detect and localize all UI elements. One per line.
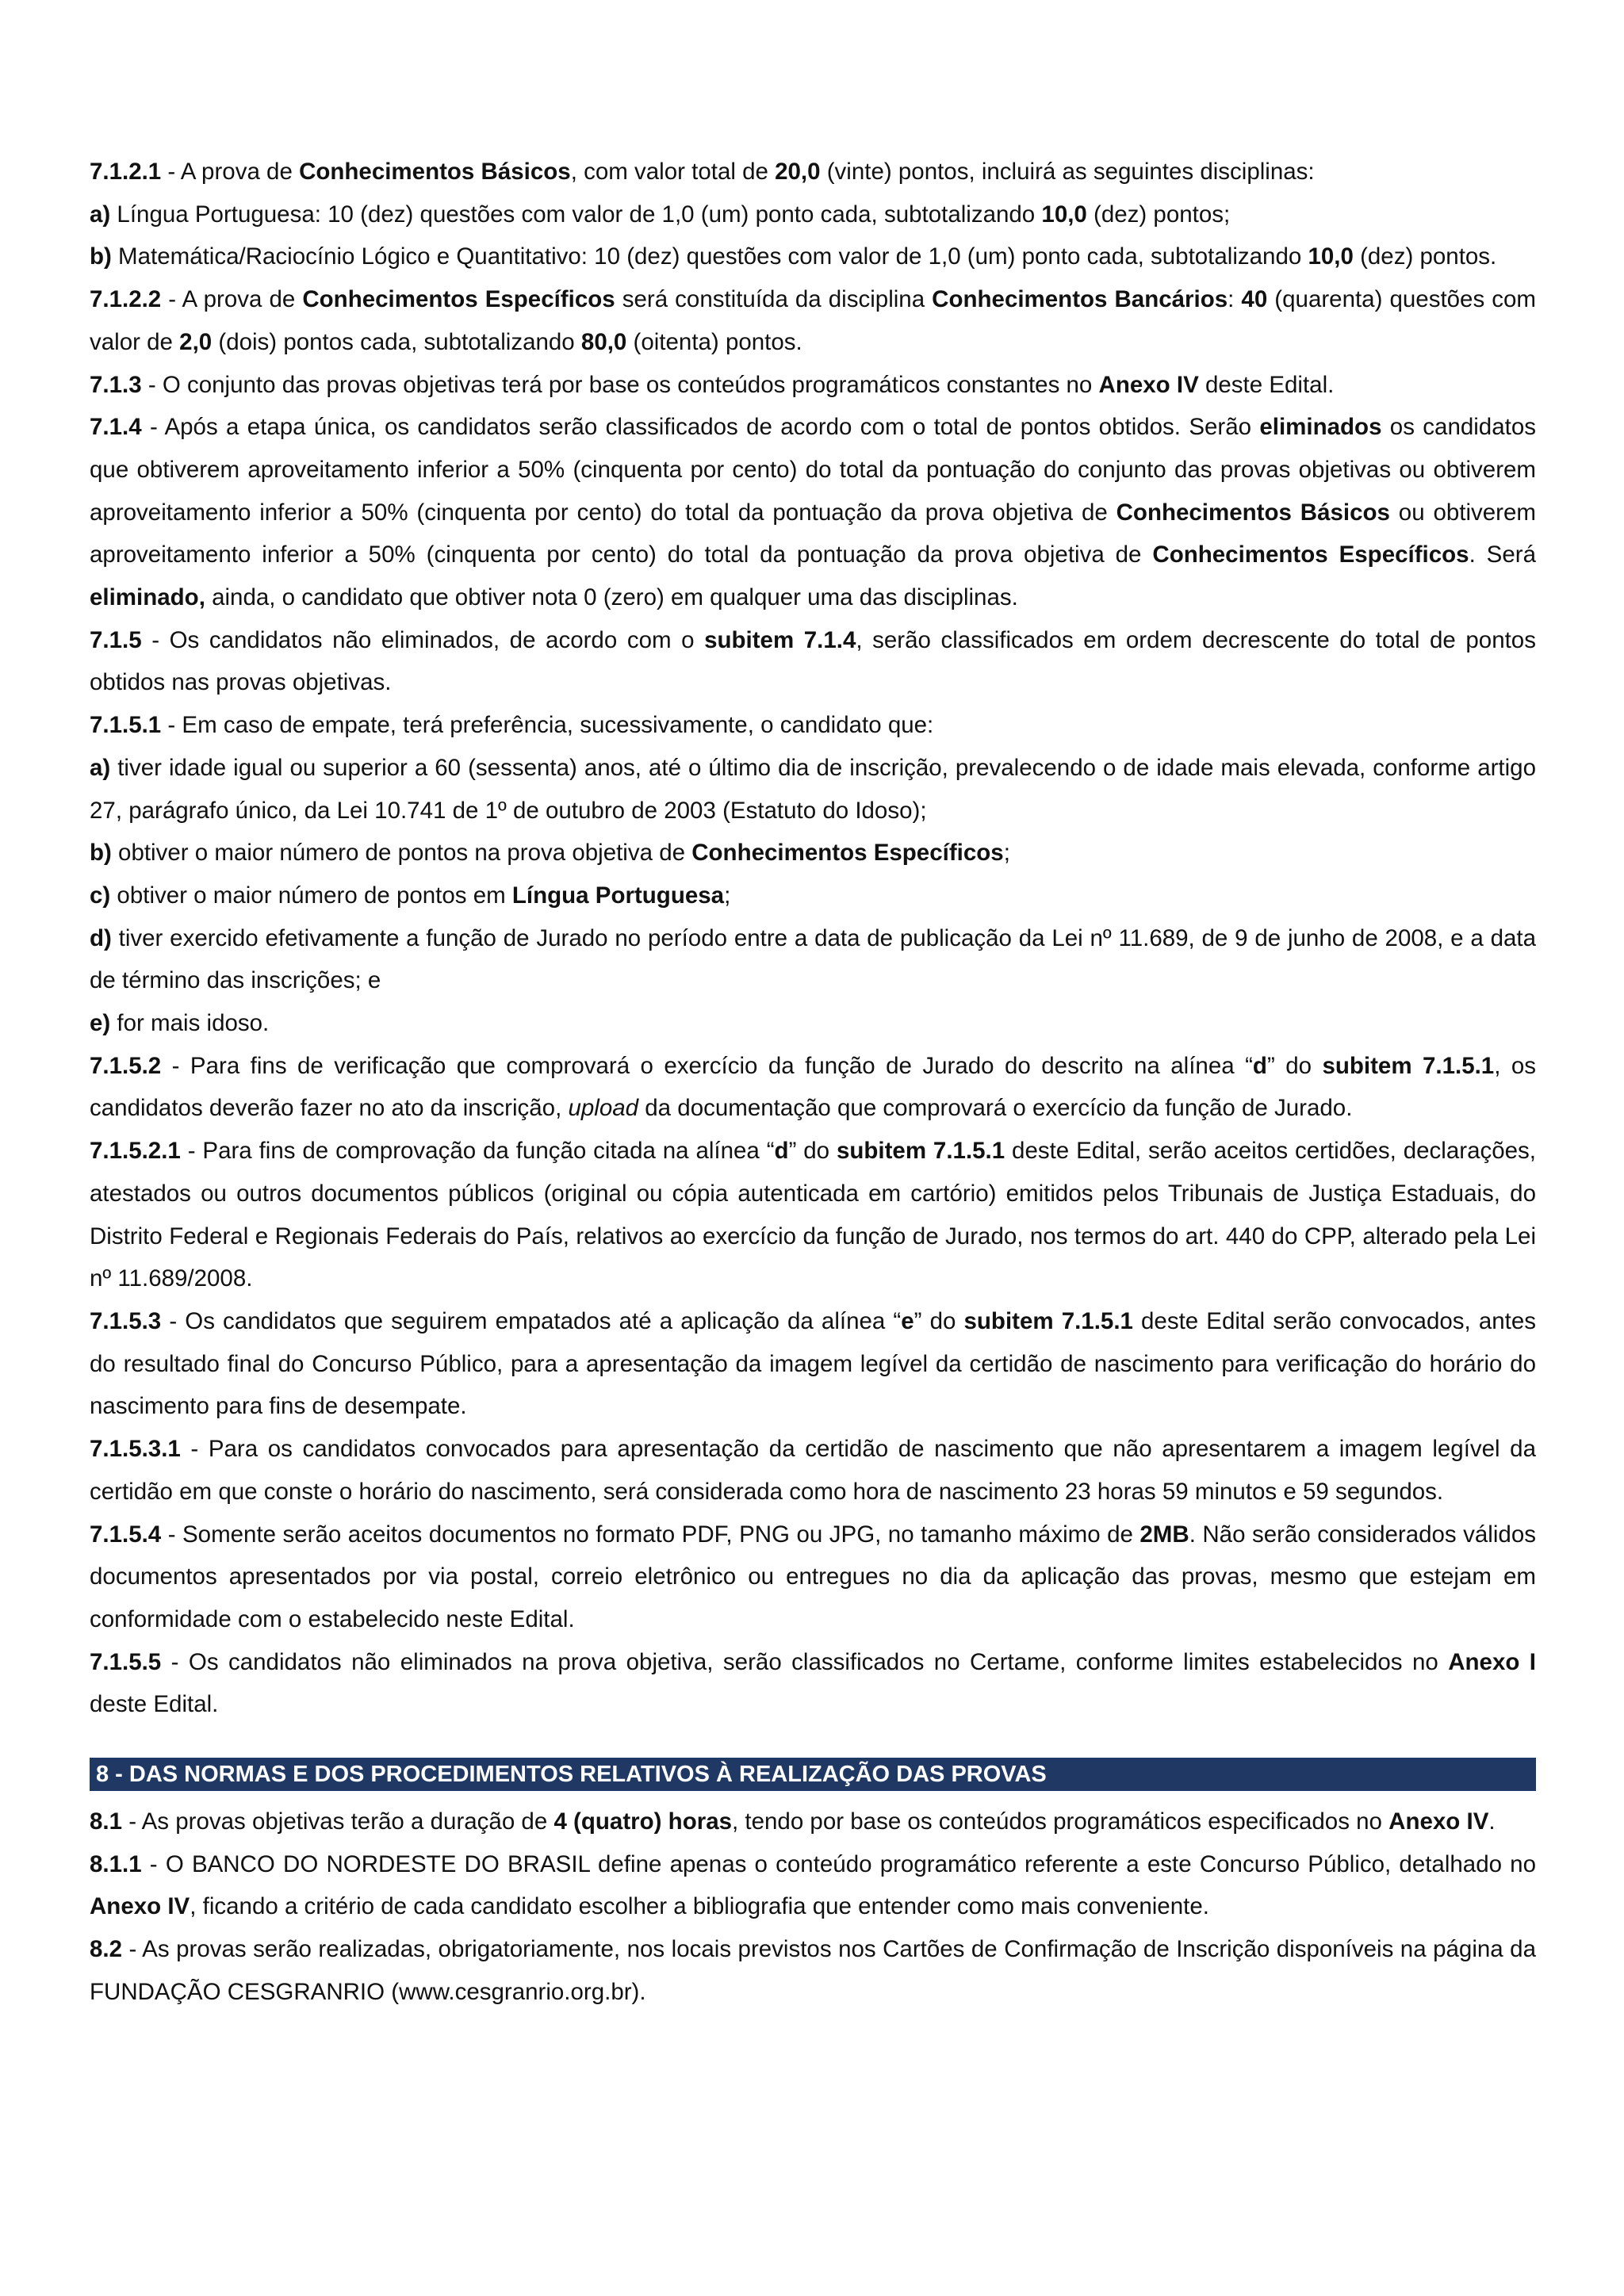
bold-text: d) — [90, 924, 112, 951]
paragraph — [90, 1928, 1536, 2013]
text-run: - Para fins de comprovação da função citada na alínea “ — [180, 1138, 775, 1165]
text-run: da documentação que comprovará o exercício da função de Jurado. — [638, 1095, 1353, 1122]
paragraph — [90, 151, 1536, 193]
bold-text: 7.1.3 — [90, 371, 142, 398]
text-run: Língua Portuguesa: 10 (dez) questões com valor de 1,0 (um) ponto cada, subtotalizando — [110, 201, 1042, 228]
bold-text: d — [774, 1138, 789, 1165]
text-run: - Os candidatos não eliminados, de acordo com o — [141, 626, 705, 653]
bold-text: subitem 7.1.5.1 — [836, 1138, 1005, 1165]
paragraph — [90, 619, 1536, 704]
bold-text: eliminado, — [90, 584, 205, 611]
section-8-body — [90, 1800, 1536, 2014]
bold-text: a) — [90, 201, 111, 228]
section-8-heading: 8 - DAS NORMAS E DOS PROCEDIMENTOS RELATIVOS À REALIZAÇÃO DAS PROVAS — [90, 1758, 1536, 1791]
paragraph — [90, 1002, 1536, 1045]
bold-text: c) — [90, 882, 111, 909]
bold-text: 7.1.5.3 — [90, 1307, 162, 1334]
paragraph — [90, 747, 1536, 832]
paragraph — [90, 917, 1536, 1002]
text-run: . — [1488, 1808, 1496, 1835]
text-run: (dez) pontos. — [1353, 243, 1497, 270]
bold-text: subitem 7.1.4 — [704, 626, 856, 653]
paragraph — [90, 235, 1536, 278]
bold-text: Conhecimentos Básicos — [299, 159, 571, 185]
text-run: - A prova de — [161, 286, 303, 313]
text-run: ” do — [1266, 1052, 1323, 1079]
paragraph — [90, 874, 1536, 917]
bold-text: 7.1.5.1 — [90, 712, 162, 739]
bold-text: 7.1.5.2 — [90, 1052, 162, 1079]
text-run: . Será — [1469, 541, 1536, 568]
paragraph — [90, 1843, 1536, 1928]
text-run: ” do — [914, 1307, 964, 1334]
bold-text: 7.1.2.2 — [90, 286, 162, 313]
bold-text: 7.1.2.1 — [90, 159, 162, 185]
bold-text: eliminados — [1259, 414, 1382, 441]
italic-text: upload — [568, 1095, 639, 1122]
text-run: tiver idade igual ou superior a 60 (sessenta) anos, até o último dia de inscrição, prevalecendo o de idade mais elevada, conforme artigo 27, parágrafo único, da Lei 10.741 de 1º de outubro de 2003 (Estatuto do Idoso); — [90, 754, 1536, 824]
bold-text: 8.1 — [90, 1808, 123, 1835]
paragraph — [90, 193, 1536, 236]
paragraph — [90, 704, 1536, 747]
text-run: , com valor total de — [570, 159, 776, 185]
text-run: - O BANCO DO NORDESTE DO BRASIL define apenas o conteúdo programático referente a este Concurso Público, detalhado no — [141, 1850, 1536, 1877]
paragraph — [90, 1045, 1536, 1130]
text-run: ainda, o candidato que obtiver nota 0 (zero) em qualquer uma das disciplinas. — [205, 584, 1018, 611]
bold-text: 7.1.5.5 — [90, 1648, 162, 1675]
bold-text: Conhecimentos Específicos — [1152, 541, 1469, 568]
bold-text: 7.1.4 — [90, 414, 142, 441]
bold-text: 80,0 — [580, 328, 627, 355]
bold-text: e) — [90, 1010, 111, 1037]
paragraph — [90, 1428, 1536, 1513]
bold-text: 7.1.5.2.1 — [90, 1138, 181, 1165]
text-run: , serão classificados em ordem decrescente do total de pontos obtidos nas provas objetivas. — [90, 626, 1536, 696]
bold-text: 8.1.1 — [90, 1850, 142, 1877]
bold-text: Anexo I — [1448, 1648, 1536, 1675]
bold-text: subitem 7.1.5.1 — [1322, 1052, 1495, 1079]
text-run: - Para os candidatos convocados para apresentação da certidão de nascimento que não apresentarem a imagem legível da certidão em que conste o horário do nascimento, será considerada como hora de nascimento 23 horas 59 minutos e 59 segundos. — [90, 1436, 1536, 1505]
text-run: - Os candidatos não eliminados na prova objetiva, serão classificados no Certame, conforme limites estabelecidos no — [161, 1648, 1449, 1675]
bold-text: 7.1.5.4 — [90, 1521, 162, 1548]
bold-text: Língua Portuguesa — [511, 882, 725, 909]
bold-text: Anexo IV — [1388, 1808, 1489, 1835]
text-run: deste Edital serão convocados, antes do resultado final do Concurso Público, para a apresentação da imagem legível da certidão de nascimento para verificação do horário do nascimento para fins de desempate. — [90, 1307, 1536, 1420]
document-page — [90, 151, 1536, 2014]
bold-text: 2,0 — [179, 328, 213, 355]
text-run: - As provas objetivas terão a duração de — [122, 1808, 554, 1835]
text-run: . Não serão considerados válidos documentos apresentados por via postal, correio eletrônico ou entregues no dia da aplicação das provas, mesmo que estejam em conformidade com o estabelecido neste Edital. — [90, 1521, 1536, 1632]
text-run: ; — [724, 882, 731, 909]
text-run: (dez) pontos; — [1086, 201, 1231, 228]
paragraph — [90, 364, 1536, 407]
bold-text: a) — [90, 754, 111, 781]
paragraph — [90, 1130, 1536, 1300]
paragraph — [90, 1513, 1536, 1641]
bold-text: 20,0 — [775, 159, 821, 185]
text-run: : — [1228, 286, 1242, 313]
text-run: deste Edital. — [90, 1691, 219, 1718]
bold-text: Conhecimentos Específicos — [302, 286, 615, 313]
text-run: - Em caso de empate, terá preferência, sucessivamente, o candidato que: — [161, 712, 934, 739]
text-run: - O conjunto das provas objetivas terá por base os conteúdos programáticos constantes no — [141, 371, 1099, 398]
text-run: - Após a etapa única, os candidatos serão classificados de acordo com o total de pontos obtidos. Serão — [141, 414, 1260, 441]
text-run: obtiver o maior número de pontos na prova objetiva de — [111, 840, 692, 867]
text-run: ; — [1003, 840, 1010, 867]
text-run: (vinte) pontos, incluirá as seguintes disciplinas: — [820, 159, 1315, 185]
text-run: ou obtiverem aproveitamento inferior a 50% (cinquenta por cento) do total da pontuação da prova objetiva de — [90, 499, 1536, 568]
text-run: , os candidatos deverão fazer no ato da inscrição, — [90, 1052, 1537, 1122]
text-run: ” do — [788, 1138, 837, 1165]
bold-text: Conhecimentos Bancários — [932, 286, 1228, 313]
bold-text: Anexo IV — [1098, 371, 1199, 398]
text-run: (dois) pontos cada, subtotalizando — [212, 328, 581, 355]
bold-text: e — [901, 1307, 914, 1334]
text-run: - Para fins de verificação que comprovará o exercício da função de Jurado do descrito na alínea “ — [161, 1052, 1253, 1079]
paragraph — [90, 1300, 1536, 1428]
bold-text: Anexo IV — [90, 1893, 190, 1920]
bold-text: subitem 7.1.5.1 — [963, 1307, 1133, 1334]
bold-text: 2MB — [1139, 1521, 1189, 1548]
bold-text: 10,0 — [1308, 243, 1354, 270]
text-run: for mais idoso. — [110, 1010, 270, 1037]
bold-text: 40 — [1241, 286, 1268, 313]
bold-text: b) — [90, 840, 112, 867]
text-run: obtiver o maior número de pontos em — [110, 882, 512, 909]
paragraph — [90, 1800, 1536, 1843]
text-run: , tendo por base os conteúdos programáticos especificados no — [732, 1808, 1389, 1835]
text-run: - A prova de — [161, 159, 300, 185]
text-run: (oitenta) pontos. — [626, 328, 802, 355]
bold-text: 10,0 — [1041, 201, 1087, 228]
bold-text: 4 (quatro) horas — [553, 1808, 733, 1835]
bold-text: 7.1.5 — [90, 626, 142, 653]
bold-text: Conhecimentos Específicos — [691, 840, 1004, 867]
section-7-body — [90, 151, 1536, 1726]
text-run: Matemática/Raciocínio Lógico e Quantitativo: 10 (dez) questões com valor de 1,0 (um) ponto cada, subtotalizando — [111, 243, 1308, 270]
text-run: tiver exercido efetivamente a função de Jurado no período entre a data de publicação da Lei nº 11.689, de 9 de junho de 2008, e a data de término das inscrições; e — [90, 924, 1536, 994]
text-run: os candidatos que obtiverem aproveitamento inferior a 50% (cinquenta por cento) do total da pontuação do conjunto das provas objetivas ou obtiverem aproveitamento inferior a 50% (cinquenta por cento) do total da pontuação da prova objetiva de — [90, 414, 1536, 526]
bold-text: d — [1252, 1052, 1267, 1079]
bold-text: b) — [90, 243, 112, 270]
text-run: - Somente serão aceitos documentos no formato PDF, PNG ou JPG, no tamanho máximo de — [161, 1521, 1140, 1548]
text-run: (quarenta) questões com valor de — [90, 286, 1536, 355]
paragraph — [90, 832, 1536, 874]
bold-text: 7.1.5.3.1 — [90, 1436, 181, 1463]
text-run: - As provas serão realizadas, obrigatoriamente, nos locais previstos nos Cartões de Confirmação de Inscrição disponíveis na página da FUNDAÇÃO CESGRANRIO (www.cesgranrio.org.br). — [90, 1936, 1536, 2005]
paragraph — [90, 406, 1536, 619]
text-run: , ficando a critério de cada candidato escolher a bibliografia que entender como mais conveniente. — [190, 1893, 1209, 1920]
bold-text: Conhecimentos Básicos — [1116, 499, 1390, 526]
text-run: - Os candidatos que seguirem empatados até a aplicação da alínea “ — [161, 1307, 902, 1334]
paragraph — [90, 1641, 1536, 1726]
paragraph — [90, 278, 1536, 363]
text-run: deste Edital, serão aceitos certidões, declarações, atestados ou outros documentos públicos (original ou cópia autenticada em cartório) emitidos pelos Tribunais de Justiça Estaduais, do Distrito Federal e Regionais Federais do País, relativos ao exercício da função de Jurado, nos termos do art. 440 do CPP, alterado pela Lei nº 11.689/2008. — [90, 1138, 1536, 1292]
bold-text: 8.2 — [90, 1936, 123, 1963]
text-run: deste Edital. — [1198, 371, 1335, 398]
text-run: será constituída da disciplina — [615, 286, 933, 313]
